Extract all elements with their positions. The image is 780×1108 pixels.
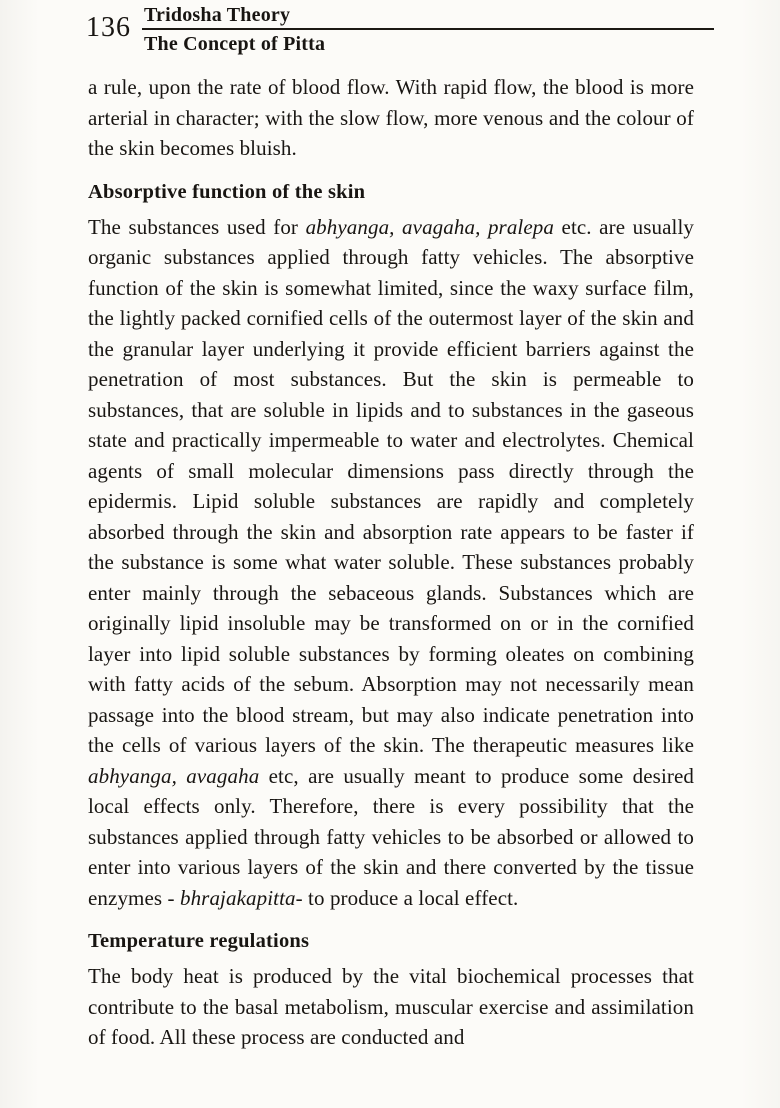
text-segment: etc, are usually meant to produce some desired local effects only. Therefore, there is every possibility that the substances applied through fatty vehicles to be absorbed or allowed to enter into various layers of the skin and there converted by the tissue enzymes - bbox=[88, 763, 694, 910]
text-segment: The substances used for bbox=[88, 214, 306, 239]
text-segment: etc. are usually organic substances applied through fatty vehicles. The absorptive function of the skin is somewhat limited, since the waxy surface film, the lightly packed cornified cells of the outermost layer of the skin and the granular layer underlying it provide efficient barriers against the penetration of most substances. But the skin is permeable to substances, that are soluble in lipids and to substances in the gaseous state and practically impermeable to water and electrolytes. Chemical agents of small molecular dimensions pass directly through the epidermis. Lipid soluble substances are rapidly and completely absorbed through the skin and absorption rate appears to be faster if the substance is some what water soluble. These substances probably enter mainly through the sebaceous glands. Substances which are originally lipid insoluble may be transformed on or in the cornified layer into lipid soluble substances by forming oleates on combining with fatty acids of the sebum. Absorption may not necessarily mean passage into the blood stream, but may also indicate penetration into the cells of various layers of the skin. The therapeutic measures like bbox=[88, 214, 695, 757]
text-segment-italic: abhyanga, avagaha bbox=[88, 763, 260, 788]
text-segment-italic: abhyanga, avagaha, pralepa bbox=[305, 214, 554, 239]
running-head bbox=[142, 4, 714, 56]
page-number: 136 bbox=[86, 12, 131, 43]
text-segment: to produce a local effect. bbox=[302, 885, 519, 910]
header-rule bbox=[142, 28, 714, 30]
page-body bbox=[88, 72, 694, 1053]
chapter-title: The Concept of Pitta bbox=[144, 33, 326, 55]
text-segment-italic: bhrajakapitta- bbox=[179, 885, 303, 910]
heading-temperature-regulations: Temperature regulations bbox=[88, 930, 310, 952]
heading-absorptive-function: Absorptive function of the skin bbox=[88, 180, 366, 203]
paragraph-blood-flow: a rule, upon the rate of blood flow. With rapid flow, the blood is more arterial in character; with the slow flow, more venous and the colour of the skin becomes bluish. bbox=[88, 75, 694, 160]
page-header bbox=[86, 4, 714, 56]
paragraph-temperature-regulations: The body heat is produced by the vital biochemical processes that contribute to the basal metabolism, muscular exercise and assimilation of food. All these process are conducted and bbox=[88, 964, 694, 1049]
book-title: Tridosha Theory bbox=[144, 4, 291, 26]
paragraph-absorptive-function bbox=[88, 212, 694, 914]
